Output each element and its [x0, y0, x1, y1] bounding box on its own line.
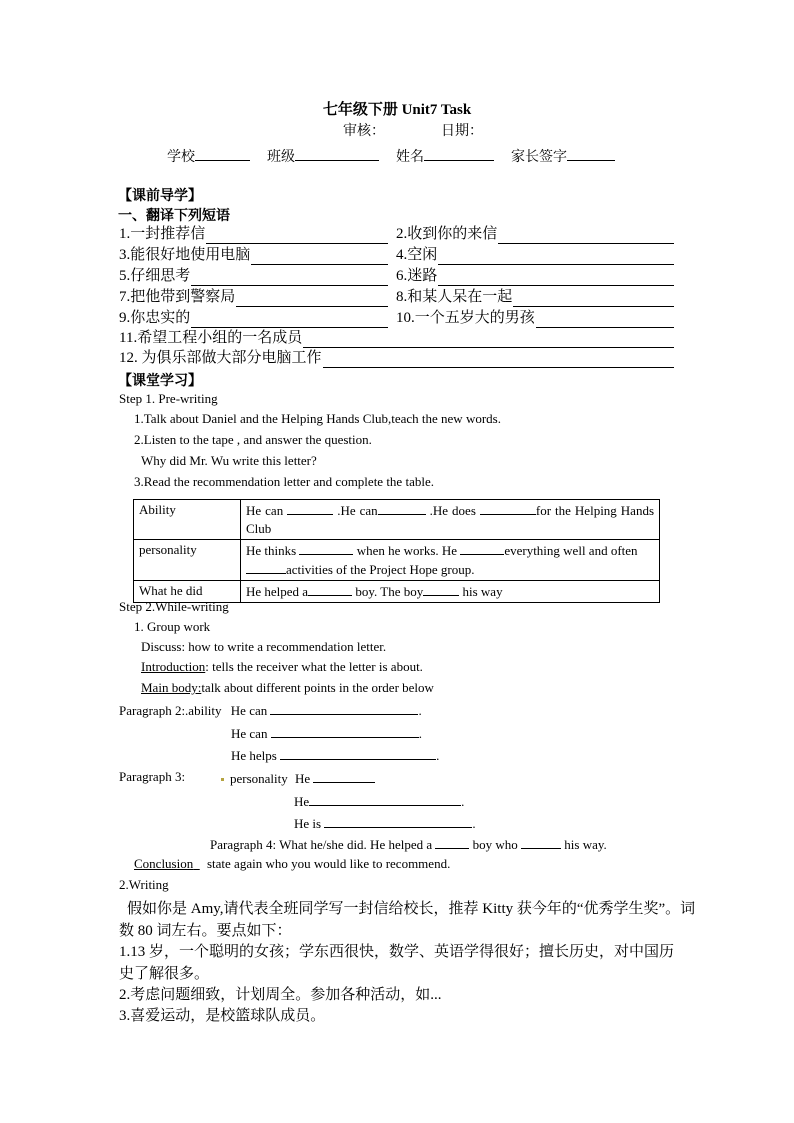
- paragraph2-line: He helps .: [231, 748, 440, 763]
- table-cell: [241, 500, 660, 540]
- phrase-item: 3.能很好地使用电脑: [119, 247, 251, 263]
- discuss-line: Discuss: how to write a recommendation letter.: [141, 639, 387, 654]
- step1-question: Why did Mr. Wu write this letter?: [141, 453, 317, 468]
- paragraph2-line: Paragraph 2:.ability He can .: [119, 703, 422, 718]
- class-label: 班级: [267, 150, 295, 165]
- phrase-row: [119, 328, 674, 348]
- step1-item-1: 1.Talk about Daniel and the Helping Hands Club,teach the new words.: [134, 411, 501, 426]
- date-label: 日期：: [441, 124, 483, 139]
- preview-heading: 【课前导学】: [118, 189, 202, 204]
- writing-point-2: 2.考虑问题细致，计划周全。参加各种活动，如...: [119, 987, 442, 1003]
- cell-text: everything well and often: [504, 543, 638, 558]
- paragraph3-line: [119, 769, 185, 785]
- answer-blank[interactable]: [521, 835, 561, 849]
- table-cell: [241, 581, 660, 603]
- phrase-item: 8.和某人呆在一起: [396, 289, 513, 305]
- answer-blank[interactable]: [191, 269, 388, 286]
- cell-text: He helped a: [246, 584, 309, 599]
- step1-item-2: 2.Listen to the tape , and answer the question.: [134, 432, 372, 447]
- paragraph2-text: He helps: [231, 748, 277, 763]
- answer-blank[interactable]: [536, 311, 674, 328]
- info-line: [167, 146, 615, 166]
- section-translate-heading: 一、翻译下列短语: [118, 209, 230, 224]
- cell-text: his way: [462, 584, 503, 599]
- paragraph3-text: He: [295, 771, 311, 786]
- phrase-item: 6.迷路: [396, 268, 438, 284]
- paragraph4-text: his way.: [564, 837, 607, 852]
- paragraph4-text: Paragraph 4: What he/she did. He helped a: [210, 837, 433, 852]
- paragraph4-line: [210, 835, 607, 853]
- writing-point-3: 3.喜爱运动，是校篮球队成员。: [119, 1008, 326, 1024]
- answer-blank[interactable]: [303, 331, 674, 348]
- answer-blank[interactable]: [246, 560, 286, 574]
- conclusion-text: state again who you would like to recommend.: [206, 856, 451, 871]
- paragraph3-text: He: [294, 794, 310, 809]
- phrase-row: [119, 287, 674, 307]
- table-label: Ability: [134, 500, 241, 540]
- paragraph2-text: He can: [230, 703, 268, 718]
- table-cell: [241, 540, 660, 581]
- phrase-item: 12. 为俱乐部做大部分电脑工作: [119, 350, 322, 366]
- class-blank[interactable]: [295, 147, 379, 161]
- paragraph4-text: boy who: [472, 837, 518, 852]
- writing-task-cont: 数 80 词左右。要点如下：: [119, 923, 292, 939]
- table-label: personality: [134, 540, 241, 581]
- answer-blank[interactable]: [270, 701, 418, 715]
- cell-text: He thinks: [246, 543, 297, 558]
- paragraph3-line: He is .: [294, 816, 476, 831]
- step1-item-3: 3.Read the recommendation letter and complete the table.: [134, 474, 434, 489]
- answer-blank[interactable]: [308, 582, 352, 596]
- cell-text: He can: [246, 503, 284, 518]
- answer-blank[interactable]: [378, 501, 426, 515]
- answer-blank[interactable]: [438, 248, 674, 265]
- writing-heading: 2.Writing: [119, 877, 169, 892]
- main-body-line: [141, 680, 434, 696]
- answer-blank[interactable]: [280, 746, 436, 760]
- answer-blank[interactable]: [498, 227, 674, 244]
- writing-point-1: 1.13 岁，一个聪明的女孩；学东西很快，数学、英语学得很好；擅长历史，对中国历: [119, 944, 675, 960]
- cell-text: for the Helping Hands Club: [246, 503, 655, 536]
- school-label: 学校: [167, 150, 195, 165]
- answer-blank[interactable]: [313, 769, 375, 783]
- cell-text: .He does: [429, 503, 476, 518]
- paragraph2-text: He can: [231, 726, 268, 741]
- answer-blank[interactable]: [251, 248, 388, 265]
- answer-blank[interactable]: [480, 501, 536, 515]
- phrase-item: 7.把他带到警察局: [119, 289, 236, 305]
- answer-blank[interactable]: [323, 351, 674, 368]
- answer-blank[interactable]: [287, 501, 333, 515]
- introduction-line: [141, 659, 423, 675]
- table-row: [134, 540, 660, 581]
- recommendation-table: [133, 499, 660, 603]
- parent-sign-label: 家长签字: [511, 150, 567, 165]
- answer-blank[interactable]: [423, 582, 459, 596]
- paragraph2-label: Paragraph 2:.ability: [119, 703, 222, 718]
- writing-point-1-cont: 史了解很多。: [119, 966, 210, 982]
- phrase-item: 1.一封推荐信: [119, 226, 206, 242]
- phrase-row: [119, 245, 674, 265]
- paragraph3-text: He is: [294, 816, 322, 831]
- parent-sign-blank[interactable]: [567, 147, 615, 161]
- answer-blank[interactable]: [271, 724, 419, 738]
- cell-text: when he works. He: [356, 543, 458, 558]
- paragraph2-line: He can .: [231, 726, 422, 741]
- page-title: 七年级下册 Unit7 Task: [322, 102, 472, 118]
- cell-text: activities of the Project Hope group.: [286, 562, 475, 577]
- phrase-item: 2.收到你的来信: [396, 226, 498, 242]
- phrase-row: [119, 266, 674, 286]
- answer-blank[interactable]: [309, 792, 461, 806]
- main-body-label: Main body:: [141, 680, 202, 695]
- name-label: 姓名: [396, 150, 424, 165]
- step2-item-1: 1. Group work: [134, 619, 211, 634]
- conclusion-line: [134, 856, 450, 872]
- mark-dot: [221, 778, 224, 781]
- phrase-row: [119, 348, 674, 368]
- introduction-text: : tells the receiver what the letter is about.: [205, 659, 423, 674]
- table-label: What he did: [134, 581, 241, 603]
- step2-heading: Step 2.While-writing: [119, 599, 229, 614]
- phrase-item: 5.仔细思考: [119, 268, 191, 284]
- phrase-item: 11.希望工程小组的一名成员: [119, 330, 303, 346]
- phrase-row: [119, 224, 674, 244]
- main-body-text: talk about different points in the order below: [201, 680, 434, 695]
- paragraph3-text: personality: [230, 771, 288, 786]
- writing-task: 假如你是 Amy,请代表全班同学写一封信给校长，推荐 Kitty 获今年的“优秀学生奖”。词: [127, 901, 696, 917]
- table-row: [134, 500, 660, 540]
- step1-heading: Step 1. Pre-writing: [119, 391, 218, 406]
- paragraph3-line: He .: [294, 794, 465, 809]
- phrase-item: 10.一个五岁大的男孩: [396, 310, 535, 326]
- answer-blank[interactable]: [236, 290, 388, 307]
- phrase-item: 9.你忠实的: [119, 310, 191, 326]
- introduction-label: Introduction: [141, 659, 206, 674]
- answer-blank[interactable]: [299, 541, 353, 555]
- conclusion-label: Conclusion: [134, 856, 194, 871]
- phrase-item: 4.空闲: [396, 247, 438, 263]
- answer-blank[interactable]: [191, 311, 388, 328]
- cell-text: boy. The boy: [355, 584, 424, 599]
- school-blank[interactable]: [195, 147, 250, 161]
- cell-text: .He can: [337, 503, 378, 518]
- reviewer-label: 审核：: [343, 124, 385, 139]
- name-blank[interactable]: [424, 147, 494, 161]
- paragraph3-label: Paragraph 3:: [119, 769, 186, 784]
- answer-blank[interactable]: [324, 814, 472, 828]
- answer-blank[interactable]: [438, 269, 674, 286]
- answer-blank[interactable]: [206, 227, 388, 244]
- paragraph3-line: [230, 769, 375, 787]
- class-study-heading: 【课堂学习】: [118, 374, 202, 389]
- answer-blank[interactable]: [460, 541, 504, 555]
- phrase-row: [119, 308, 674, 328]
- answer-blank[interactable]: [513, 290, 674, 307]
- answer-blank[interactable]: [435, 835, 469, 849]
